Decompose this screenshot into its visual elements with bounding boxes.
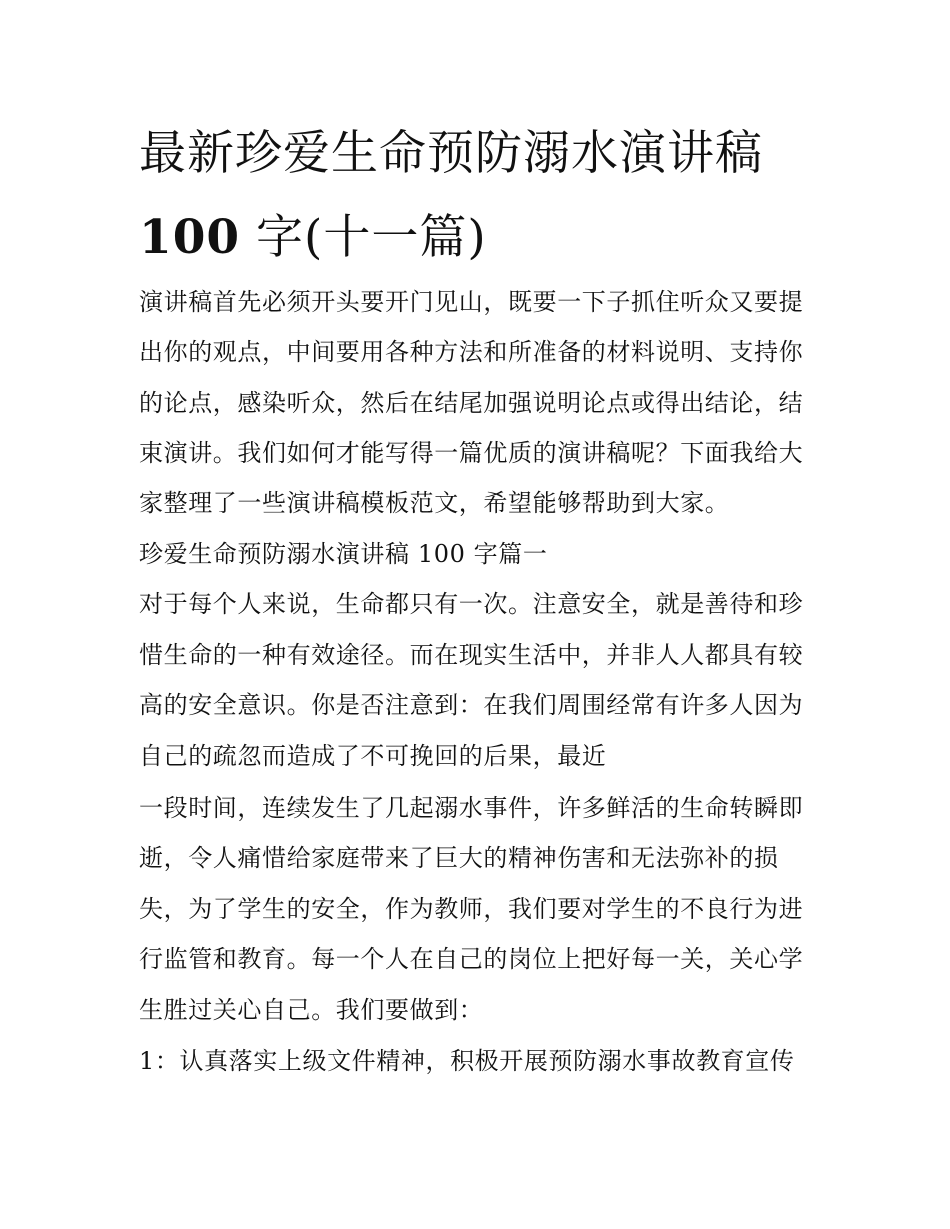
body-line: 对于每个人来说，生命都只有一次。注意安全，就是善待和珍 [139,590,804,618]
title-number: 100 [139,210,241,265]
body-line: 失，为了学生的安全，作为教师，我们要对学生的不良行为进 [139,895,804,923]
body-line: 一段时间，连续发生了几起溺水事件，许多鲜活的生命转瞬即 [139,794,804,822]
section-heading: 珍爱生命预防溺水演讲稿 100 字篇一 [139,540,548,568]
title-line-1: 最新珍爱生命预防溺水演讲稿 [139,126,763,181]
title-line-2: 字(十一篇) [240,210,487,265]
body-line: 逝，令人痛惜给家庭带来了巨大的精神伤害和无法弥补的损 [139,844,779,872]
body-line: 高的安全意识。你是否注意到：在我们周围经常有许多人因为 [139,691,804,719]
body-line: 家整理了一些演讲稿模板范文，希望能够帮助到大家。 [139,489,730,517]
body-line: 自己的疏忽而造成了不可挽回的后果，最近 [139,742,607,770]
document-title [139,112,819,280]
body-line: 的论点，感染听众，然后在结尾加强说明论点或得出结论，结 [139,389,804,417]
body-line: 惜生命的一种有效途径。而在现实生活中，并非人人都具有较 [139,641,804,669]
list-item: 1：认真落实上级文件精神，积极开展预防溺水事故教育宣传 [139,1047,795,1075]
body-line: 生胜过关心自己。我们要做到： [139,996,484,1024]
body-line: 演讲稿首先必须开头要开门见山，既要一下子抓住听众又要提 [139,288,804,316]
body-line: 束演讲。我们如何才能写得一篇优质的演讲稿呢？下面我给大 [139,439,804,467]
body-line: 行监管和教育。每一个人在自己的岗位上把好每一关，关心学 [139,945,804,973]
body-line: 出你的观点，中间要用各种方法和所准备的材料说明、支持你 [139,338,804,366]
